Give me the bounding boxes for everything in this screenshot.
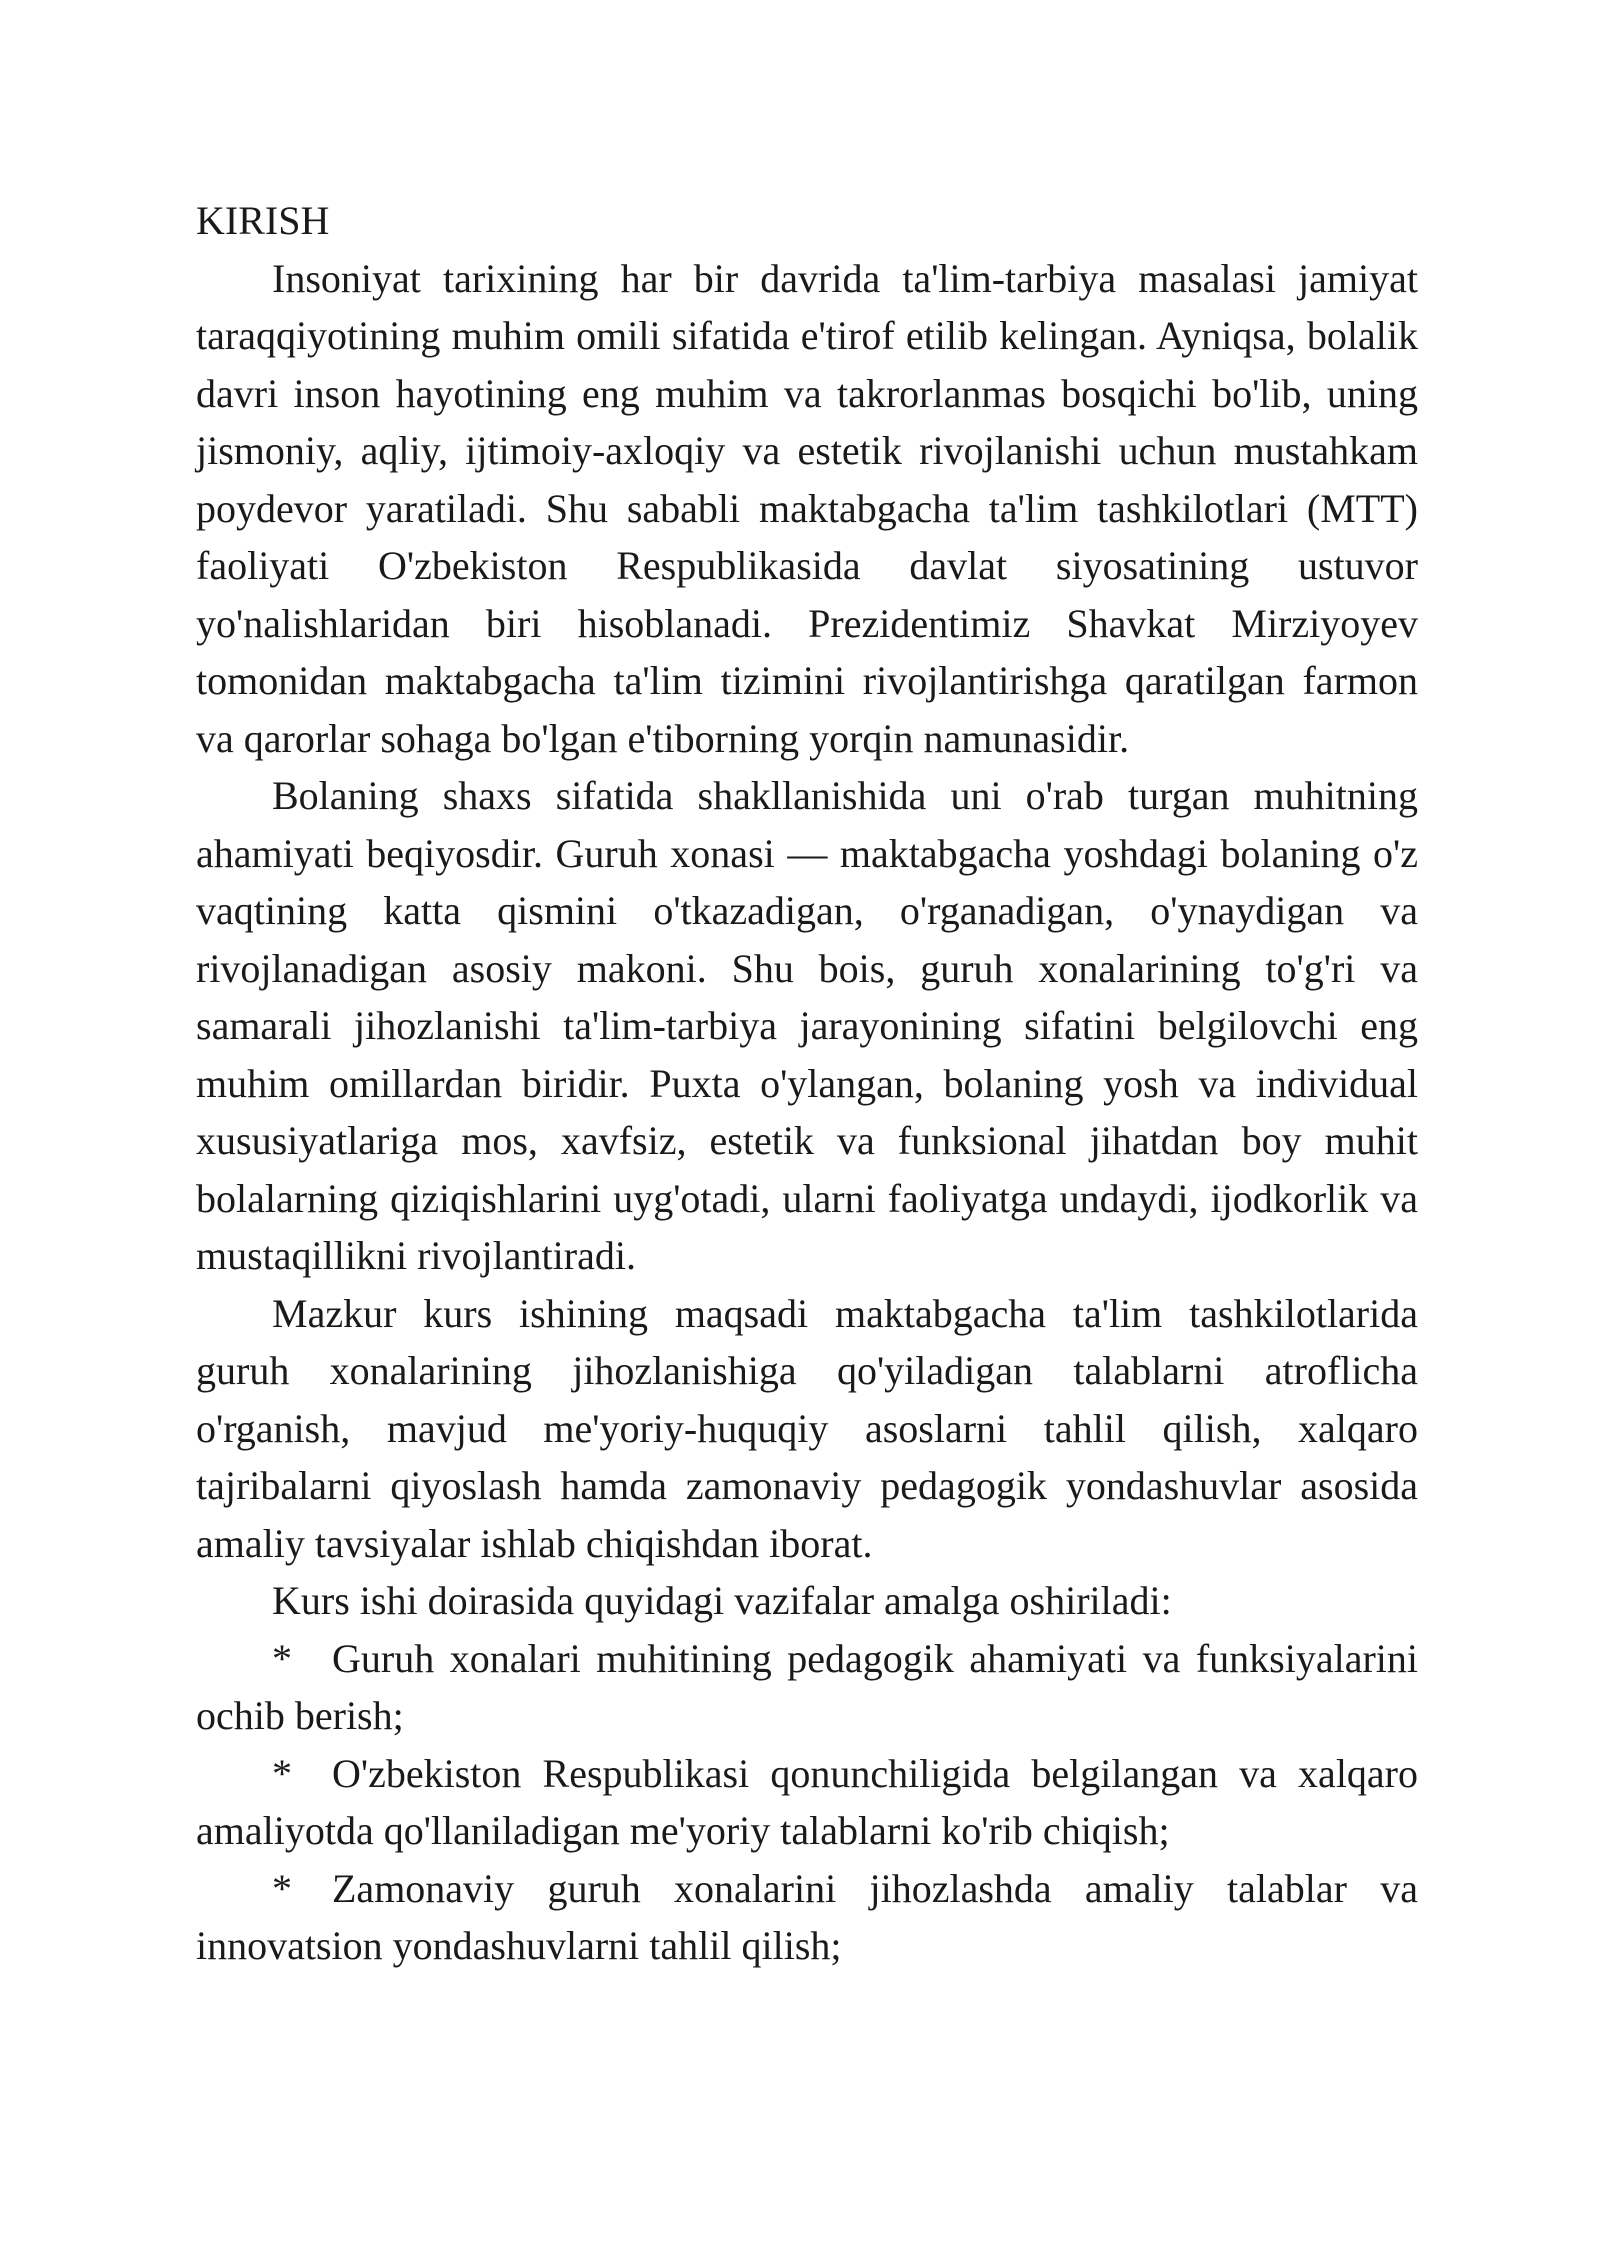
bullet-text: Zamonaviy guruh xonalarini jihozlashda amaliy talablar va innovatsion yondashuvlarni tahlil qilish;	[196, 1865, 1418, 1968]
bullet-item	[196, 1630, 1418, 1745]
bullet-marker: *	[272, 1865, 292, 1911]
bullet-text: Guruh xonalari muhitining pedagogik ahamiyati va funksiyalarini ochib berish;	[196, 1635, 1418, 1738]
document-body	[196, 192, 1418, 1975]
paragraph-tasks-intro: Kurs ishi doirasida quyidagi vazifalar amalga oshiriladi:	[272, 1578, 1172, 1623]
paragraph-intro: Insoniyat tarixining har bir davrida ta'lim-tarbiya masalasi jamiyat taraqqiyotining muhim omili sifatida e'tirof etilib kelingan. Ayniqsa, bolalik davri inson hayotining eng muhim va takrorlanmas bosqichi bo'lib, uning jismoniy, aqliy, ijtimoiy-axloqiy va estetik rivojlanishi uchun mustahkam poydevor yaratiladi. Shu sababli maktabgacha ta'lim tashkilotlari (MTT) faoliyati O'zbekiston Respublikasida davlat siyosatining ustuvor yo'nalishlaridan biri hisoblanadi. Prezidentimiz Shavkat Mirziyoyev tomonidan maktabgacha ta'lim tizimini rivojlantirishga qaratilgan farmon va qarorlar sohaga bo'lgan e'tiborning yorqin namunasidir.	[196, 255, 1418, 761]
bullet-item	[196, 1860, 1418, 1975]
paragraph-goal: Mazkur kurs ishining maqsadi maktabgacha ta'lim tashkilotlarida guruh xonalarining jihozlanishiga qo'yiladigan talablarni atroflicha o'rganish, mavjud me'yoriy-huquqiy asoslarni tahlil qilish, xalqaro tajribalarni qiyoslash hamda zamonaviy pedagogik yondashuvlar asosida amaliy tavsiyalar ishlab chiqishdan iborat.	[196, 1290, 1418, 1566]
bullet-item	[196, 1745, 1418, 1860]
bullet-marker: *	[272, 1635, 292, 1681]
bullet-text: O'zbekiston Respublikasi qonunchiligida belgilangan va xalqaro amaliyotda qo'llaniladigan me'yoriy talablarni ko'rib chiqish;	[196, 1750, 1418, 1853]
bullet-marker: *	[272, 1750, 292, 1796]
paragraph-environment: Bolaning shaxs sifatida shakllanishida uni o'rab turgan muhitning ahamiyati beqiyosdir. Guruh xonasi — maktabgacha yoshdagi bolaning o'z vaqtining katta qismini o'tkazadigan, o'rganadigan, o'ynaydigan va rivojlanadigan asosiy makoni. Shu bois, guruh xonalarining to'g'ri va samarali jihozlanishi ta'lim-tarbiya jarayonining sifatini belgilovchi eng muhim omillardan biridir. Puxta o'ylangan, bolaning yosh va individual xususiyatlariga mos, xavfsiz, estetik va funksional jihatdan boy muhit bolalarning qiziqishlarini uyg'otadi, ularni faoliyatga undaydi, ijodkorlik va mustaqillikni rivojlantiradi.	[196, 773, 1418, 1278]
section-heading: KIRISH	[196, 198, 330, 243]
